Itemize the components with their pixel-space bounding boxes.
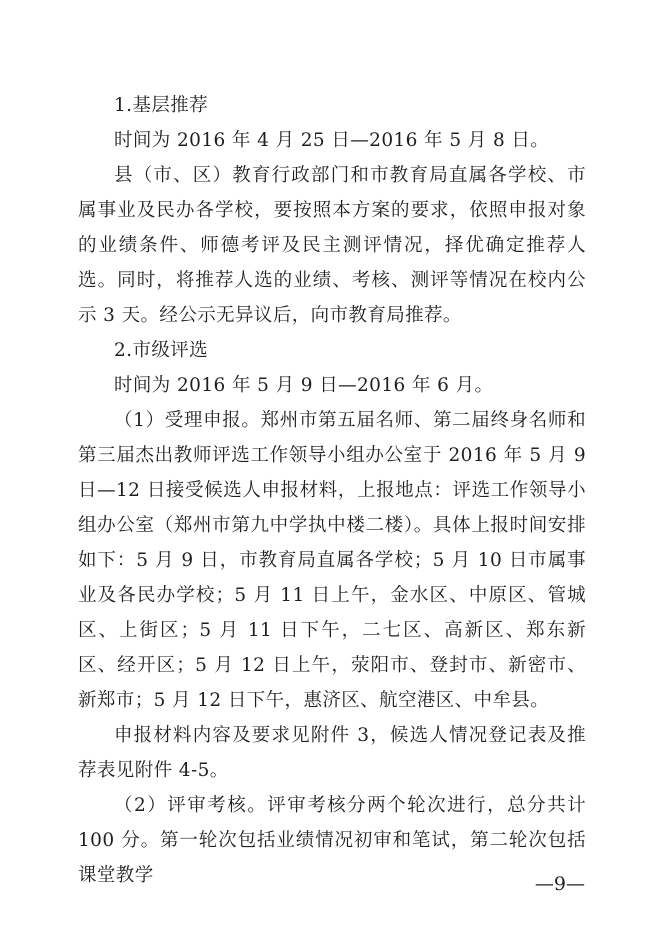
paragraph-time-city: 时间为 2016 年 5 月 9 日—2016 年 6 月。 xyxy=(114,375,494,396)
section-heading-city-selection: 2.市级评选 xyxy=(114,340,209,361)
paragraph-application-materials: 申报材料内容及要求见附件 3，候选人情况登记表及推荐表见附件 4-5。 xyxy=(78,725,586,781)
paragraph-county-recommendation: 县（市、区）教育行政部门和市教育局直属各学校、市属事业及民办各学校，要按照本方案的要求，依照申报对象的业绩条件、师德考评及民主测评情况，择优确定推荐人选。同时，将推荐人选的业绩、考核、测评等情况在校内公示 3 天。经公示无异议后，向市教育局推荐。 xyxy=(78,165,586,326)
section-heading-grassroots-recommendation: 1.基层推荐 xyxy=(114,95,209,116)
paragraph-review-assessment: （2）评审考核。评审考核分两个轮次进行，总分共计 100 分。第一轮次包括业绩情况初审和笔试，第二轮次包括课堂教学 xyxy=(78,795,586,886)
paragraph-time-grassroots: 时间为 2016 年 4 月 25 日—2016 年 5 月 8 日。 xyxy=(114,130,550,151)
document-body xyxy=(78,88,586,893)
paragraph-accept-application: （1）受理申报。郑州市第五届名师、第二届终身名师和第三届杰出教师评选工作领导小组办公室于 2016 年 5 月 9 日—12 日接受候选人申报材料，上报地点：评选工作领导小组办公室（郑州市第九中学执中楼二楼）。具体上报时间安排如下：5 月 9 日，市教育局直属各学校；5 月 10 日市属事业及各民办学校；5 月 11 日上午，金水区、中原区、管城区、上街区；5 月 11 日下午，二七区、高新区、郑东新区、经开区；5 月 12 日上午，荥阳市、登封市、新密市、新郑市；5 月 12 日下午，惠济区、航空港区、中牟县。 xyxy=(78,410,586,711)
page-number: —9— xyxy=(534,873,585,895)
